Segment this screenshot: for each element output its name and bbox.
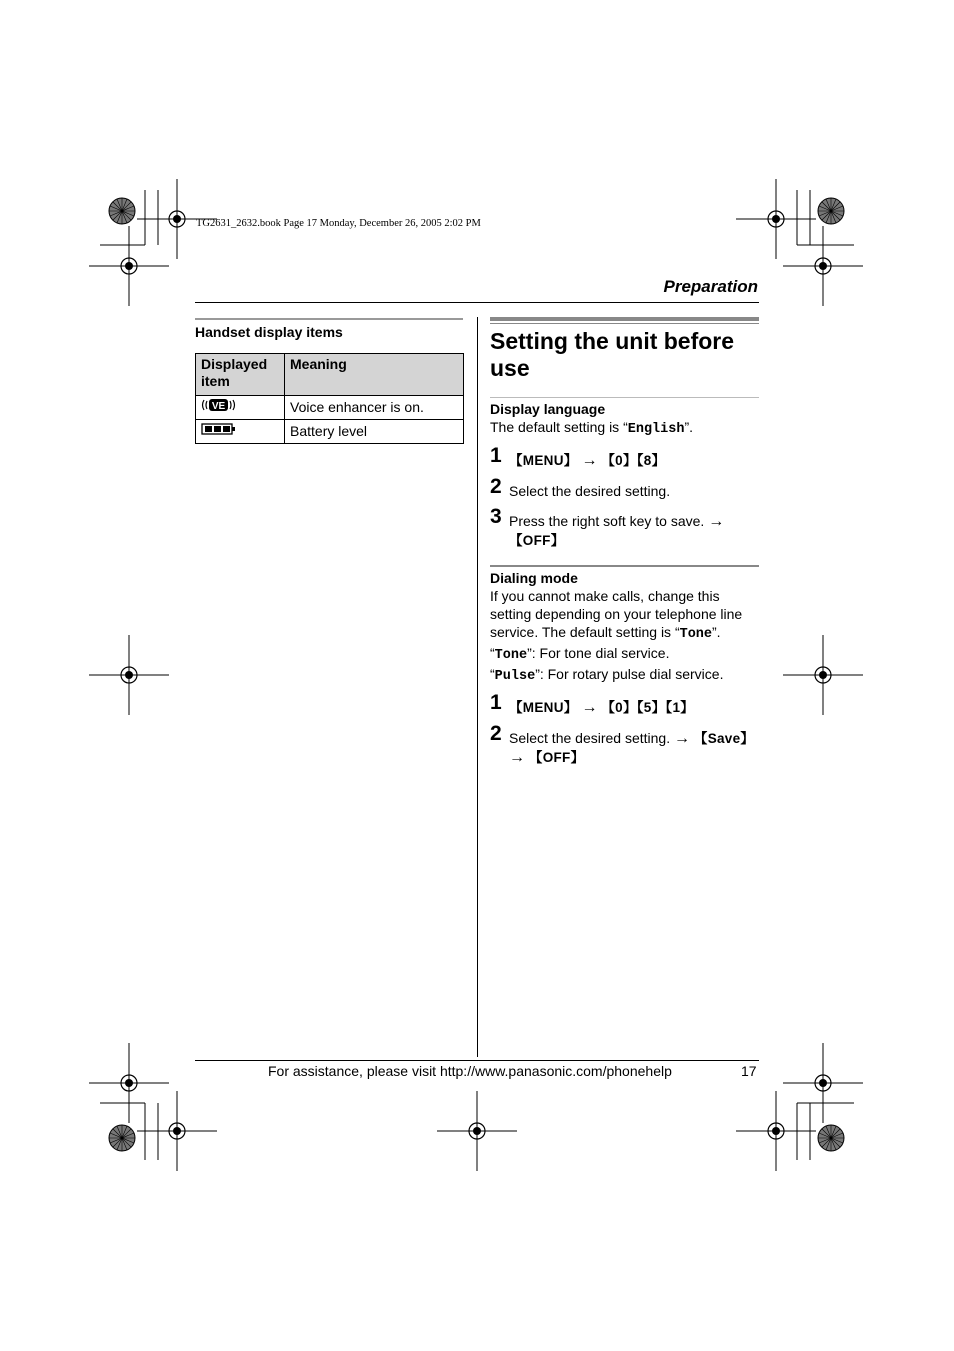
table-cell-icon bbox=[196, 420, 285, 444]
step-number: 2 bbox=[490, 722, 502, 745]
table-header-cell: Meaning bbox=[285, 354, 464, 396]
dialing-mode-section bbox=[490, 569, 759, 767]
step-text: Select the desired setting. bbox=[509, 730, 671, 746]
right-column bbox=[490, 317, 759, 767]
arrow-icon: → bbox=[674, 730, 690, 747]
display-language-section bbox=[490, 400, 759, 550]
book-meta-line: TG2631_2632.book Page 17 Monday, December 26, 2005 2:02 PM bbox=[196, 218, 481, 229]
left-column bbox=[195, 318, 463, 444]
step-number: 3 bbox=[490, 505, 502, 528]
subsection-heading: Display language bbox=[490, 401, 606, 417]
section-header: Preparation bbox=[663, 277, 758, 296]
footer-rule bbox=[195, 1060, 759, 1061]
voice-enhancer-icon bbox=[201, 398, 237, 412]
step bbox=[490, 505, 759, 550]
arrow-icon: → bbox=[509, 749, 525, 766]
pulse-description bbox=[490, 665, 759, 686]
dialing-mode-intro bbox=[490, 587, 759, 644]
tone-description bbox=[490, 644, 759, 665]
step bbox=[490, 444, 759, 470]
subsection-rule bbox=[490, 565, 759, 567]
left-title-rule bbox=[195, 318, 463, 320]
step-number: 1 bbox=[490, 691, 502, 714]
assistance-text: For assistance, please visit http://www.panasonic.com/phonehelp bbox=[268, 1063, 672, 1079]
menu-key: 【MENU】 bbox=[509, 453, 578, 468]
setting-value: Tone bbox=[494, 648, 528, 663]
off-key: 【OFF】 bbox=[528, 750, 585, 765]
step-text: Select the desired setting. bbox=[509, 483, 671, 499]
number-keys: 【0】【5】【1】 bbox=[601, 700, 695, 715]
table-cell-meaning: Battery level bbox=[285, 420, 464, 444]
text: ”. bbox=[712, 624, 721, 640]
arrow-icon: → bbox=[708, 513, 725, 530]
subsection-rule bbox=[490, 397, 759, 398]
text: The default setting is “ bbox=[490, 419, 628, 435]
table-header-cell: Displayed item bbox=[196, 354, 285, 396]
subsection-heading: Dialing mode bbox=[490, 570, 578, 586]
text: “ bbox=[490, 645, 495, 661]
setting-value: Pulse bbox=[494, 669, 536, 684]
table-header-row bbox=[196, 354, 464, 396]
header-rule bbox=[195, 302, 759, 303]
step bbox=[490, 691, 759, 717]
arrow-icon: → bbox=[581, 452, 598, 469]
step bbox=[490, 475, 759, 500]
table-row bbox=[196, 396, 464, 420]
step-text: Press the right soft key to save. bbox=[509, 513, 705, 529]
page-number: 17 bbox=[741, 1063, 757, 1079]
text: ”: For tone dial service. bbox=[527, 645, 670, 661]
svg-text:VE: VE bbox=[211, 401, 226, 412]
step-number: 1 bbox=[490, 444, 502, 467]
title-rule-thin bbox=[490, 323, 759, 324]
arrow-icon: → bbox=[581, 699, 598, 716]
table-title: Handset display items bbox=[195, 324, 343, 340]
save-key: 【Save】 bbox=[693, 731, 755, 746]
text: “ bbox=[490, 666, 495, 682]
text: ”: For rotary pulse dial service. bbox=[535, 666, 724, 682]
off-key: 【OFF】 bbox=[509, 533, 565, 548]
display-language-intro bbox=[490, 418, 759, 439]
setting-value: Tone bbox=[679, 627, 713, 642]
menu-key: 【MENU】 bbox=[509, 700, 578, 715]
table-cell-meaning: Voice enhancer is on. bbox=[285, 396, 464, 420]
table-cell-icon bbox=[196, 396, 285, 420]
column-divider bbox=[477, 317, 478, 1057]
main-title: Setting the unit before use bbox=[490, 328, 735, 381]
step-number: 2 bbox=[490, 475, 502, 498]
number-keys: 【0】【8】 bbox=[601, 453, 666, 468]
display-items-table bbox=[195, 353, 464, 444]
step bbox=[490, 722, 759, 767]
table-row bbox=[196, 420, 464, 444]
title-rule-thick bbox=[490, 317, 759, 321]
battery-icon bbox=[201, 422, 237, 436]
text: If you cannot make calls, change this setting depending on your telephone line service. The default setting is “ bbox=[490, 588, 743, 640]
text: ”. bbox=[684, 419, 694, 435]
setting-value: English bbox=[627, 422, 685, 437]
